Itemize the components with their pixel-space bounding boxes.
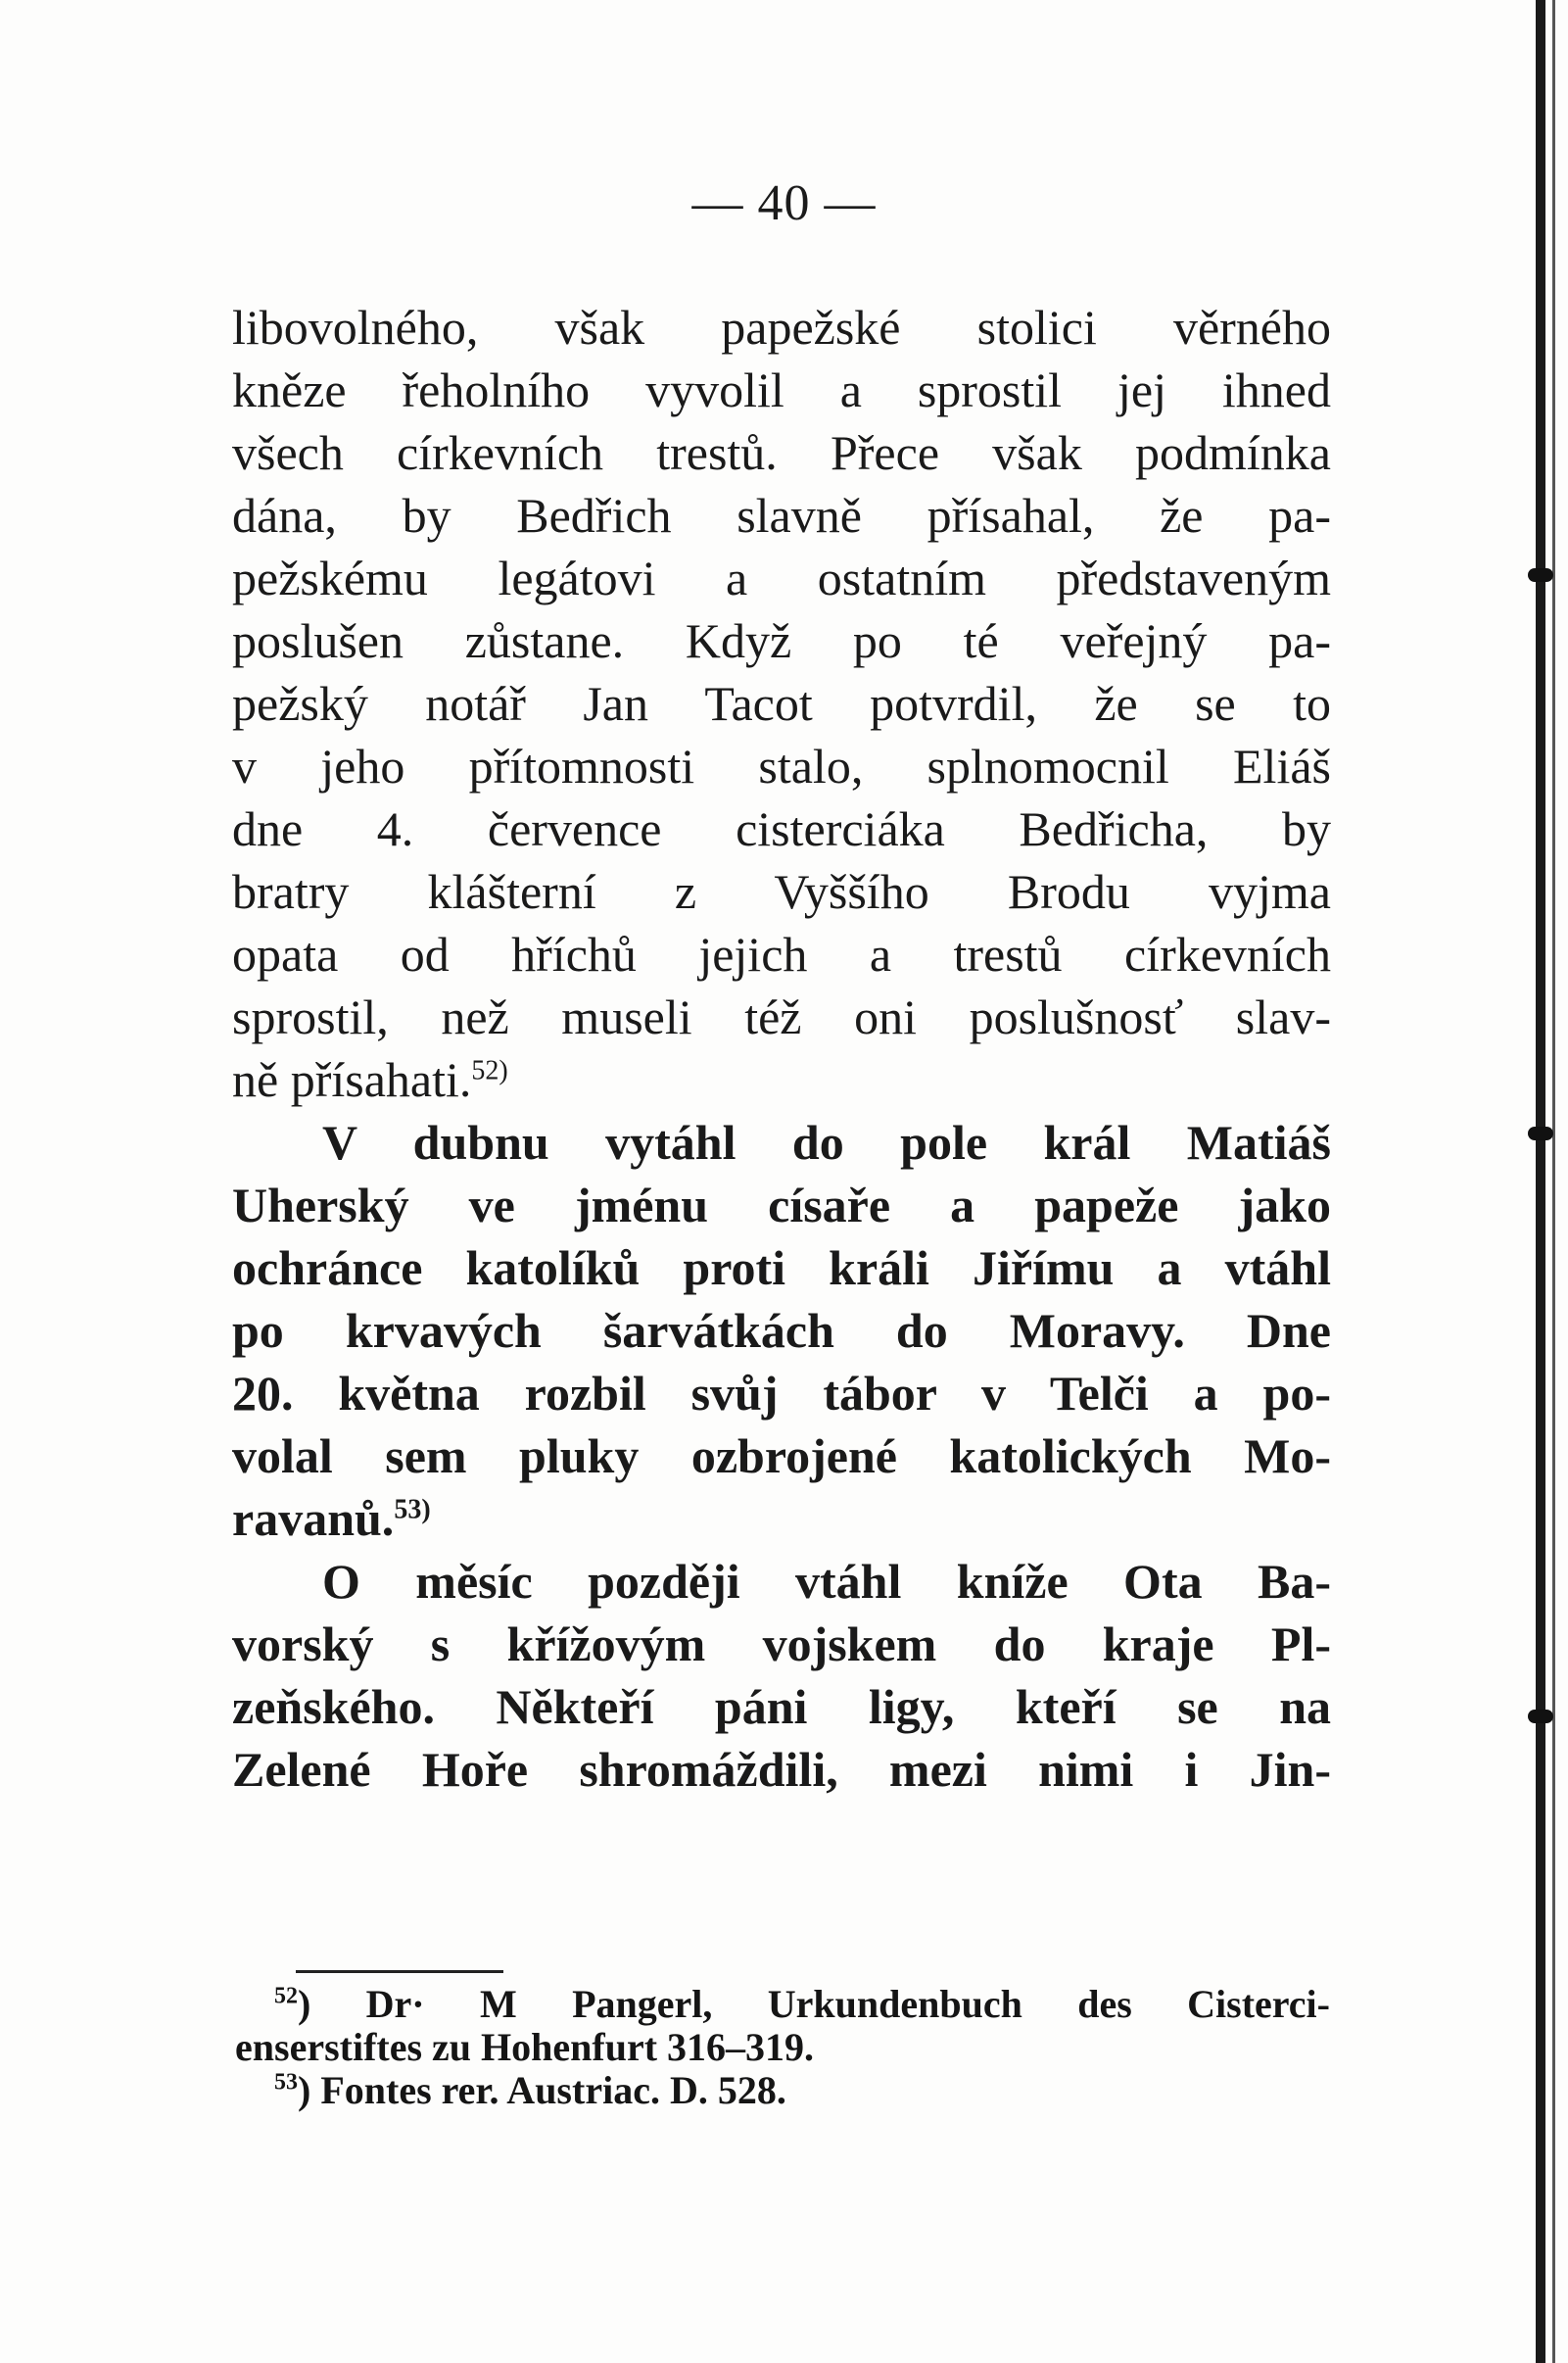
footnote-text: ) Fontes rer. Austriac. D. 528.	[298, 2068, 786, 2112]
text-line: sprostil, než museli též oni poslušnosť slav-	[232, 989, 1331, 1044]
text-line: O měsíc později vtáhl kníže Ota Ba-	[322, 1554, 1331, 1609]
edge-mark	[1528, 568, 1553, 582]
footnote-separator	[296, 1970, 503, 1973]
text-line: poslušen zůstane. Když po té veřejný pa-	[232, 613, 1331, 668]
body-text	[232, 296, 1331, 1801]
text-line: V dubnu vytáhl do pole král Matiáš	[322, 1115, 1331, 1170]
footnote-continuation: enserstiftes zu Hohenfurt 316–319.	[235, 2025, 815, 2069]
text-line: 20. května rozbil svůj tábor v Telči a po-	[232, 1366, 1331, 1421]
text-line-content: ně přísahati.	[232, 1052, 472, 1107]
footnote-reference: 53)	[394, 1494, 431, 1525]
text-line	[232, 1048, 1331, 1111]
page-number: — 40 —	[691, 175, 877, 231]
text-line: libovolného, však papežské stolici věrného	[232, 300, 1331, 355]
text-line: Zelené Hoře shromáždili, mezi nimi i Jin-	[232, 1742, 1331, 1797]
footnotes	[235, 1982, 1330, 2112]
text-line-content: ravanů.	[232, 1491, 395, 1546]
text-line: po krvavých šarvátkách do Moravy. Dne	[232, 1303, 1331, 1358]
text-line: bratry klášterní z Vyššího Brodu vyjma	[232, 864, 1331, 919]
text-line: opata od hříchů jejich a trestů církevních	[232, 927, 1331, 982]
text-line: všech církevních trestů. Přece však podmínka	[232, 425, 1331, 480]
text-line: zeňského. Někteří páni ligy, kteří se na	[232, 1679, 1331, 1734]
footnote	[274, 2069, 1330, 2112]
footnote-mark: 53	[274, 2069, 298, 2096]
text-line: volal sem pluky ozbrojené katolických Mo-	[232, 1428, 1331, 1483]
text-line: dne 4. července cisterciáka Bedřicha, by	[232, 801, 1331, 856]
text-line: Uherský ve jménu císaře a papeže jako	[232, 1178, 1331, 1232]
footnote-reference: 52)	[471, 1055, 508, 1086]
footnote-mark: 52	[274, 1983, 298, 2009]
text-line: dána, by Bedřich slavně přísahal, že pa-	[232, 488, 1331, 543]
text-line: pežský notář Jan Tacot potvrdil, že se to	[232, 676, 1331, 731]
edge-mark	[1528, 1127, 1553, 1140]
page-edge-shadow	[1536, 0, 1545, 2363]
text-line: kněze řeholního vyvolil a sprostil jej ihned	[232, 362, 1331, 417]
text-line: v jeho přítomnosti stalo, splnomocnil Eliáš	[232, 739, 1331, 794]
text-line: pežskému legátovi a ostatním představeným	[232, 551, 1331, 605]
page-edge-line	[1552, 0, 1555, 2363]
footnote-text: ) Dr· M Pangerl, Urkundenbuch des Cisterci-	[298, 1982, 1330, 2026]
edge-mark	[1528, 1710, 1553, 1723]
text-line: ochránce katolíků proti králi Jiřímu a vtáhl	[232, 1240, 1331, 1295]
footnote	[274, 1983, 1330, 2026]
text-line: vorský s křížovým vojskem do kraje Pl-	[232, 1616, 1331, 1671]
text-line	[232, 1487, 1331, 1550]
